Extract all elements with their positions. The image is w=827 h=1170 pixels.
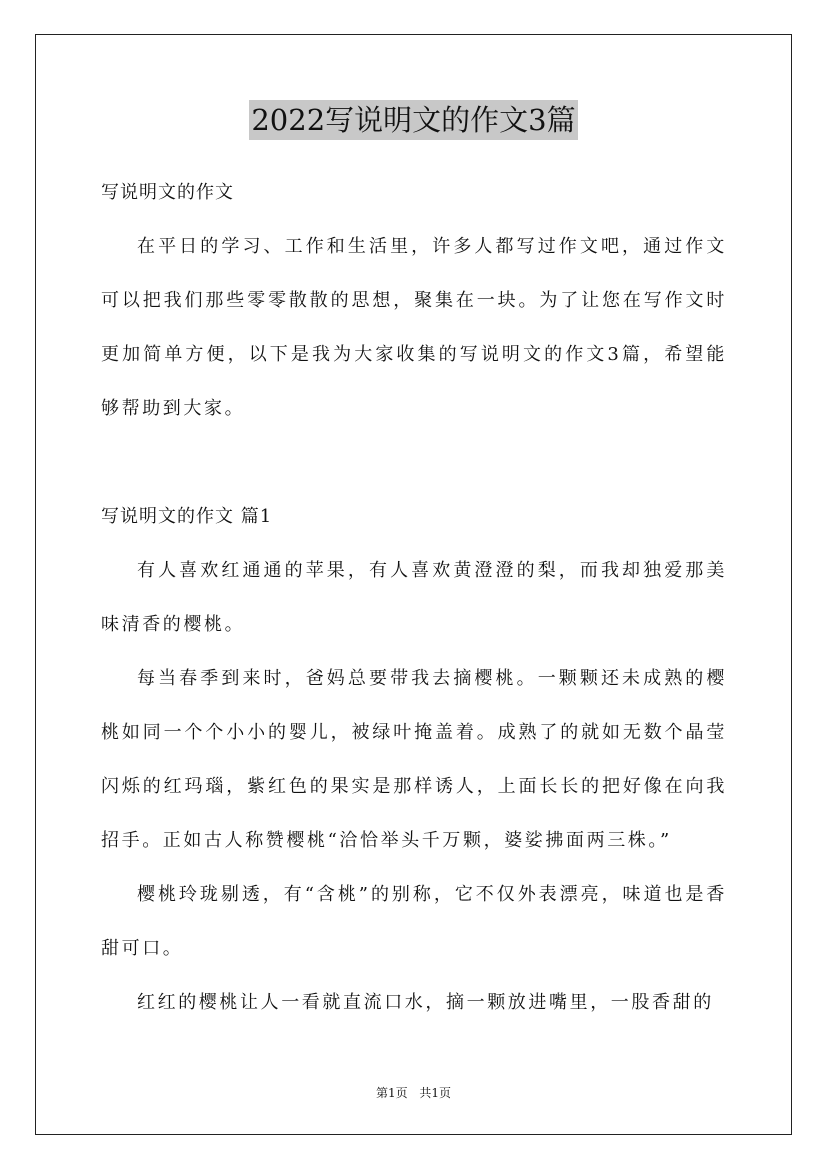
document-body bbox=[101, 166, 727, 1030]
body-paragraph: 有人喜欢红通通的苹果，有人喜欢黄澄澄的梨，而我却独爱那美味清香的樱桃。 bbox=[101, 560, 727, 635]
intro-heading: 写说明文的作文 bbox=[101, 182, 234, 203]
body-paragraph: 红红的樱桃让人一看就直流口水，摘一颗放进嘴里，一股香甜的 bbox=[137, 992, 714, 1013]
page-total: 共1页 bbox=[419, 1086, 452, 1100]
page-footer bbox=[0, 1084, 827, 1101]
section-spacer bbox=[101, 436, 727, 490]
body-paragraph: 樱桃玲珑剔透，有“含桃”的别称，它不仅外表漂亮，味道也是香甜可口。 bbox=[101, 884, 727, 959]
document-title: 2022写说明文的作文3篇 bbox=[249, 100, 577, 140]
section-heading: 写说明文的作文 篇1 bbox=[101, 506, 273, 527]
intro-paragraph: 在平日的学习、工作和生活里，许多人都写过作文吧，通过作文可以把我们那些零零散散的思想，聚集在一块。为了让您在写作文时更加简单方便，以下是我为大家收集的写说明文的作文3篇，希望能够帮助到大家。 bbox=[101, 236, 727, 419]
page-number: 第1页 bbox=[375, 1086, 408, 1100]
body-paragraph: 每当春季到来时，爸妈总要带我去摘樱桃。一颗颗还未成熟的樱桃如同一个个小小的婴儿，被绿叶掩盖着。成熟了的就如无数个晶莹闪烁的红玛瑙，紫红色的果实是那样诱人，上面长长的把好像在向我招手。正如古人称赞樱桃“洽恰举头千万颗，婆娑拂面两三株。” bbox=[101, 668, 727, 851]
title-container bbox=[0, 100, 827, 140]
